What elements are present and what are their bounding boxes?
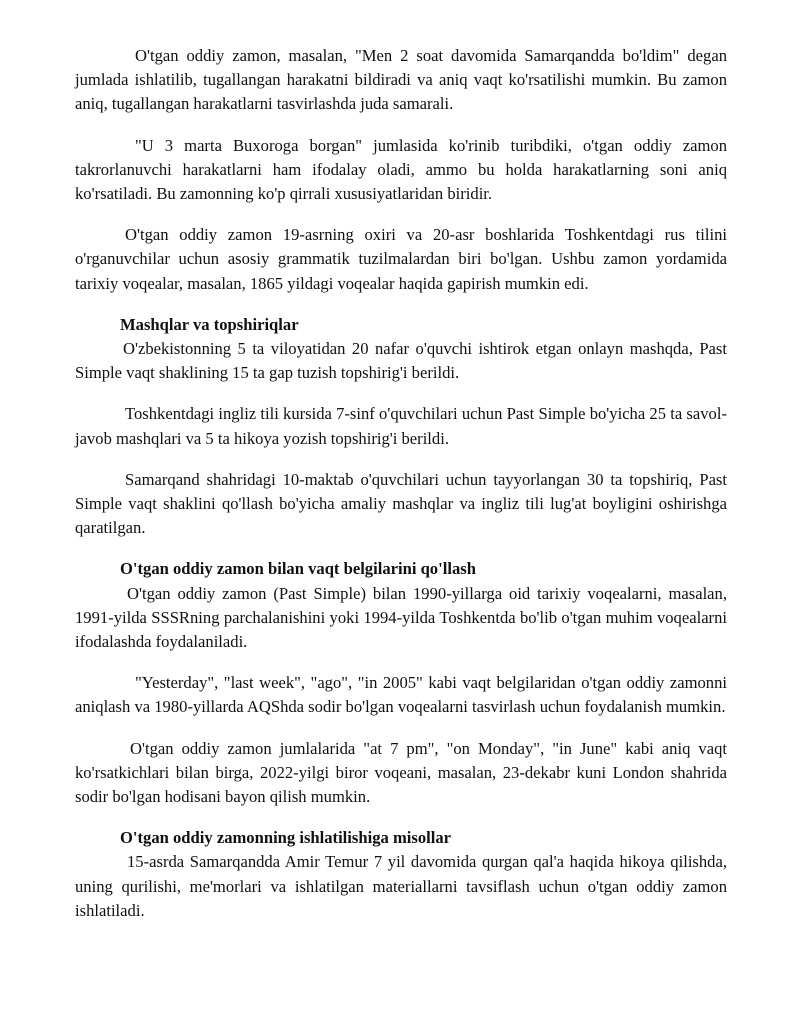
paragraph-tashkent-course: Toshkentdagi ingliz tili kursida 7-sinf o'quvchilari uchun Past Simple bo'yicha 25 ta savol-javob mashqlari va 5 ta hikoya yozish topshirig'i berildi. — [75, 404, 727, 448]
paragraph-online-exercise: O'zbekistonning 5 ta viloyatidan 20 nafar o'quvchi ishtirok etgan onlayn mashqda, Past Simple vaqt shaklining 15 ta gap tuzish topshirig'i berildi. — [75, 339, 727, 383]
paragraph-samarkand-school: Samarqand shahridagi 10-maktab o'quvchilari uchun tayyorlangan 30 ta topshiriq, Past Simple vaqt shaklini qo'llash bo'yicha amaliy mashqlar va ingliz tili lug'at boyligini oshirishga qaratilgan. — [75, 469, 727, 538]
paragraph-time-markers: "Yesterday", "last week", "ago", "in 2005" kabi vaqt belgilaridan o'tgan oddiy zamonni aniqlash va 1980-yillarda AQShda sodir bo'lgan voqealarni tasvirlash uchun foydalanish mumkin. — [75, 673, 727, 717]
paragraph-exact-time-indicators: O'tgan oddiy zamon jumlalarida "at 7 pm", "on Monday", "in June" kabi aniq vaqt ko'rsatkichlari bilan birga, 2022-yilgi biror voqeani, masalan, 23-dekabr kuni London shahrida sodir bo'lgan hodisani bayon qilish mumkin. — [75, 738, 727, 807]
paragraph-amir-temur-example: 15-asrda Samarqandda Amir Temur 7 yil davomida qurgan qal'a haqida hikoya qilishda, uning qurilishi, me'morlari va ishlatilgan materiallarni tavsiflash uchun o'tgan oddiy zamon ishlatiladi. — [75, 852, 727, 920]
paragraph-repeated-actions: "U 3 marta Buxoroga borgan" jumlasida ko'rinib turibdiki, o'tgan oddiy zamon takrorlanuvchi harakatlarni ham ifodalay oladi, ammo bu holda harakatlarning soni aniq ko'rsatiladi. Bu zamonning ko'p qirrali xususiyatlaridan biridir. — [75, 135, 727, 204]
section-heading-exercises: Mashqlar va topshiriqlar — [120, 314, 299, 334]
section-heading-usage-examples: O'tgan oddiy zamonning ishlatilishiga misollar — [120, 828, 452, 848]
paragraph-past-simple-definition: O'tgan oddiy zamon, masalan, "Men 2 soat davomida Samarqandda bo'ldim" degan jumlada ishlatilib, tugallangan harakatni bildiradi va aniq vaqt ko'rsatilishi mumkin. Bu zamon aniq, tugallangan harakatlarni tasvirlashda juda samarali. — [75, 46, 727, 114]
section-heading-time-markers: O'tgan oddiy zamon bilan vaqt belgilarini qo'llash — [120, 559, 476, 579]
paragraph-history-tashkent: O'tgan oddiy zamon 19-asrning oxiri va 20-asr boshlarida Toshkentdagi rus tilini o'rganuvchilar uchun asosiy grammatik tuzilmalardan biri bo'lgan. Ushbu zamon yordamida tarixiy voqealar, masalan, 1865 yildagi voqealar haqida gapirish mumkin edi. — [75, 225, 727, 293]
paragraph-historical-events: O'tgan oddiy zamon (Past Simple) bilan 1990-yillarga oid tarixiy voqealarni, masalan, 1991-yilda SSSRning parchalanishini yoki 1994-yilda Toshkentda bo'lib o'tgan muhim voqealarni ifodalashda foydalaniladi. — [75, 583, 727, 652]
